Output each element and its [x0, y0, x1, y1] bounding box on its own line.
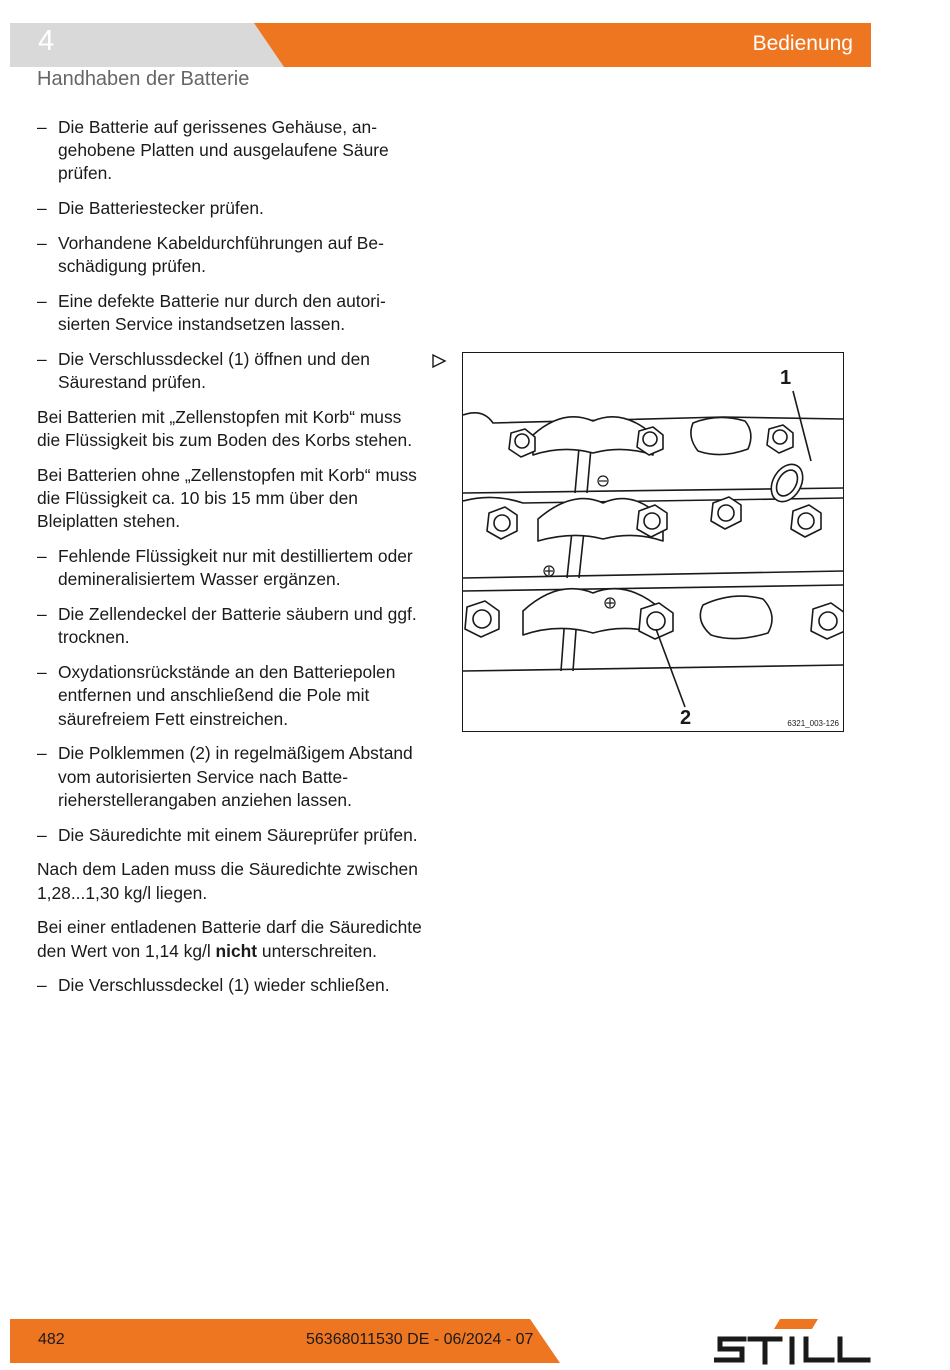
- list-item: [37, 824, 429, 847]
- list-item-text: Die Polklemmen (2) in regelmäßigem Abstand vom autorisierten Service nach Batterieherstellerangaben anziehen lassen.: [58, 743, 413, 810]
- paragraph: Nach dem Laden muss die Säuredichte zwischen 1,28...1,30 kg/l liegen.: [37, 859, 418, 903]
- battery-cells-drawing: [463, 353, 844, 732]
- list-dash: –: [37, 233, 47, 253]
- list-dash: –: [37, 291, 47, 311]
- list-item-text: Fehlende Flüssigkeit nur mit destilliertem oder demineralisiertem Wasser ergänzen.: [58, 546, 413, 590]
- still-logo-mark: [714, 1319, 872, 1365]
- list-dash: –: [37, 743, 47, 764]
- list-dash: –: [37, 198, 47, 219]
- paragraph-text: unterschreiten.: [257, 940, 377, 961]
- page-subheading: Handhaben der Batterie: [37, 68, 250, 90]
- list-item-text: Die Säuredichte mit einem Säureprüfer prüfen.: [58, 824, 418, 845]
- list-dash: –: [37, 824, 47, 845]
- list-item-text: Die Verschlussdeckel (1) öffnen und den Säurestand prüfen.: [58, 349, 370, 393]
- battery-illustration: [462, 352, 844, 732]
- list-dash: –: [37, 662, 47, 683]
- page-footer: [10, 1319, 560, 1363]
- list-item: [37, 232, 429, 278]
- list-item: [37, 197, 429, 220]
- header-band: [10, 23, 871, 67]
- paragraph-text: Bei einer entladenen Batterie darf die Säuredichte den Wert von 1,14 kg/l: [37, 917, 422, 961]
- list-item: [37, 974, 429, 997]
- figure-reference-marker: [431, 353, 447, 374]
- callout-pole-clamp: 2: [680, 707, 692, 729]
- list-item-text: Vorhandene Kabeldurchführungen auf Beschädigung prüfen.: [58, 233, 384, 277]
- page-number: 482: [38, 1331, 65, 1348]
- triangle-right-icon: [431, 353, 447, 369]
- list-item-text: Die Batterie auf gerissenes Gehäuse, angehobene Platten und ausgelaufene Säure prüfen.: [58, 117, 389, 184]
- list-item-text: Die Zellendeckel der Batterie säubern und ggf. trocknen.: [58, 604, 417, 648]
- list-item-text: Die Verschlussdeckel (1) wieder schließen.: [58, 975, 390, 996]
- list-dash: –: [37, 975, 47, 996]
- list-dash: –: [37, 546, 47, 567]
- paragraph: Bei Batterien mit „Zellenstopfen mit Korb“ muss die Flüssigkeit bis zum Boden des Korbs stehen.: [37, 407, 413, 451]
- instruction-text: [37, 116, 429, 1009]
- list-item: [37, 290, 429, 336]
- list-item: [37, 742, 429, 812]
- list-item: [37, 116, 429, 186]
- list-item: [37, 603, 429, 649]
- paragraph-with-emphasis: [37, 916, 429, 962]
- callout-vent-cap: 1: [780, 367, 792, 389]
- list-item: [37, 661, 429, 731]
- figure-id: 6321_003-126: [787, 719, 839, 728]
- list-item-text: Die Batteriestecker prüfen.: [58, 198, 264, 219]
- list-dash: –: [37, 117, 47, 137]
- document-id: 56368011530 DE - 06/2024 - 07: [306, 1331, 534, 1348]
- section-title: Bedienung: [752, 32, 853, 55]
- list-dash: –: [37, 604, 47, 625]
- emphasis-text: nicht: [215, 940, 258, 961]
- list-item-text: Oxydationsrückstände an den Batteriepolen entfernen und anschließend die Pole mit säurefreiem Fett einstreichen.: [58, 662, 396, 729]
- list-dash: –: [37, 349, 47, 369]
- chapter-header: [10, 23, 871, 67]
- list-item-text: Eine defekte Batterie nur durch den autorisierten Service instandsetzen lassen.: [58, 291, 386, 335]
- list-item: [37, 348, 429, 394]
- list-item: [37, 545, 429, 591]
- still-logo: [714, 1319, 872, 1365]
- chapter-number: 4: [38, 25, 55, 57]
- paragraph: Bei Batterien ohne „Zellenstopfen mit Korb“ muss die Flüssigkeit ca. 10 bis 15 mm über den Bleiplatten stehen.: [37, 465, 417, 532]
